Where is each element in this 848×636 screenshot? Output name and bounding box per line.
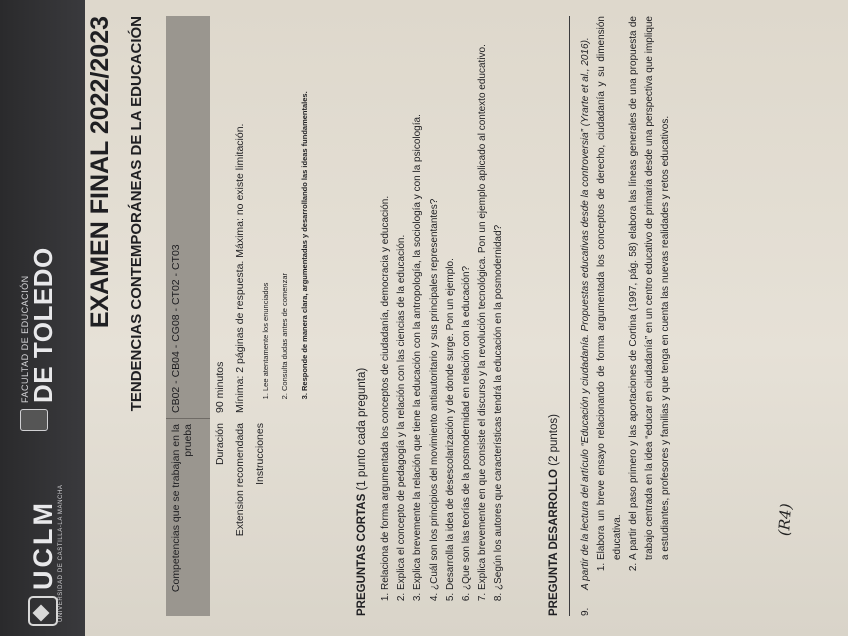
university-subtitle: UNIVERSIDAD DE CASTILLA-LA MANCHA — [58, 484, 64, 622]
question-item: 5. Desarrolla la idea de desescolarización y de donde surge. Pon un ejemplo. — [443, 0, 459, 590]
duracion-row — [210, 16, 230, 616]
exam-title: EXAMEN FINAL 2022/2023 — [86, 16, 114, 329]
question-item: 6. ¿Que son las teorías de la posmodernidad en relación con la educación? — [459, 0, 475, 590]
question-9-text: A partir de la lectura del artículo “Educación y ciudadanía. Propuestas educativas desde la controversia” (Yrarte et al., 2016). — [580, 37, 591, 590]
extension-label: Extension recomendada — [234, 423, 246, 537]
instruction-item: 1. Lee atentamente los enunciados — [256, 21, 275, 391]
short-heading-note: (1 punto cada pregunta) — [356, 367, 368, 491]
competencias-row — [166, 16, 210, 616]
instruction-item: 3. Responde de manera clara, argumentadas y desarrollando las ideas fundamentales. — [294, 21, 313, 391]
question-item: 3. Explica brevemente la relación que tiene la educación con la antropología, la sociología y con la psicología. — [410, 0, 426, 590]
handwritten-note: (R4) — [774, 502, 796, 537]
subquestion-item: 1. Elabora un breve ensayo relacionando de forma argumentada los conceptos de derecho, ciudadanía y su dimensión educativa. — [594, 16, 626, 560]
extension-row — [230, 16, 250, 616]
dev-heading-text: PREGUNTA DESARROLLO — [548, 469, 560, 616]
dev-heading-note: (2 puntos) — [548, 414, 560, 466]
development-question-heading — [548, 414, 560, 616]
uclm-logo — [18, 456, 68, 626]
question-9 — [578, 16, 674, 616]
subquestion-item: 2. A partir del paso primero y las aportaciones de Cortina (1997, pág. 58) elabora las líneas generales de una propuesta de trabajo centrada en la idea “educar en ciudadanía” en un centro educativo de primaria desde una perspectiva que implique a estudiantes, profesores y familias y que tenga en cuenta las nuevas realidades y retos educativos. — [626, 16, 674, 560]
instrucciones-label: Instrucciones — [254, 423, 266, 485]
instrucciones-list — [254, 21, 315, 413]
question-9-number: 9. — [580, 607, 591, 616]
instrucciones-row — [250, 16, 319, 616]
question-item: 8. ¿Según los autores que características tendrá la educación en la posmodernidad? — [491, 0, 507, 590]
extension-value: Mínima: 2 páginas de respuesta. Máxima: no existe limitación. — [234, 123, 246, 413]
competencias-value: CB02 - CB04 - CG08 - CT02 - CT03 — [166, 16, 210, 418]
section-divider — [569, 16, 570, 616]
faculty-name-line1: FACULTAD DE EDUCACIÓN — [20, 275, 30, 403]
course-title: TENDENCIAS CONTEMPORÁNEAS DE LA EDUCACIÓN — [128, 16, 145, 412]
question-item: 4. ¿Cuál son los principios del movimiento antiautoritario y sus principales representantes? — [427, 0, 443, 590]
duracion-value: 90 minutos — [214, 361, 226, 413]
question-9-subquestions — [594, 16, 674, 616]
uclm-emblem-icon — [28, 596, 58, 626]
question-item: 7. Explica brevemente en que consiste el discurso y la revolución tecnológica. Pon un ejemplo aplicado al contexto educativo. — [475, 0, 491, 590]
faculty-crest-icon — [20, 409, 48, 431]
instruction-item: 2. Consulta dudas antes de comenzar — [275, 21, 294, 391]
short-questions-list — [378, 0, 508, 616]
header-band — [0, 0, 85, 636]
uclm-wordmark: UCLM — [27, 500, 58, 590]
faculty-name-line2: DE TOLEDO — [28, 247, 58, 403]
instrucciones-value — [250, 16, 319, 418]
short-questions-heading — [356, 368, 368, 616]
question-item: 1. Relaciona de forma argumentada los conceptos de ciudadanía, democracia y educación. — [378, 0, 394, 590]
question-item: 2. Explica el concepto de pedagogía y la relación con las ciencias de la educación. — [394, 0, 410, 590]
faculty-block — [20, 247, 56, 431]
competencias-label: Competencias que se trabajan en la prueba — [166, 418, 210, 616]
short-heading-text: PREGUNTAS CORTAS — [356, 493, 368, 616]
info-table — [166, 16, 319, 616]
duracion-label: Duración — [214, 423, 226, 466]
